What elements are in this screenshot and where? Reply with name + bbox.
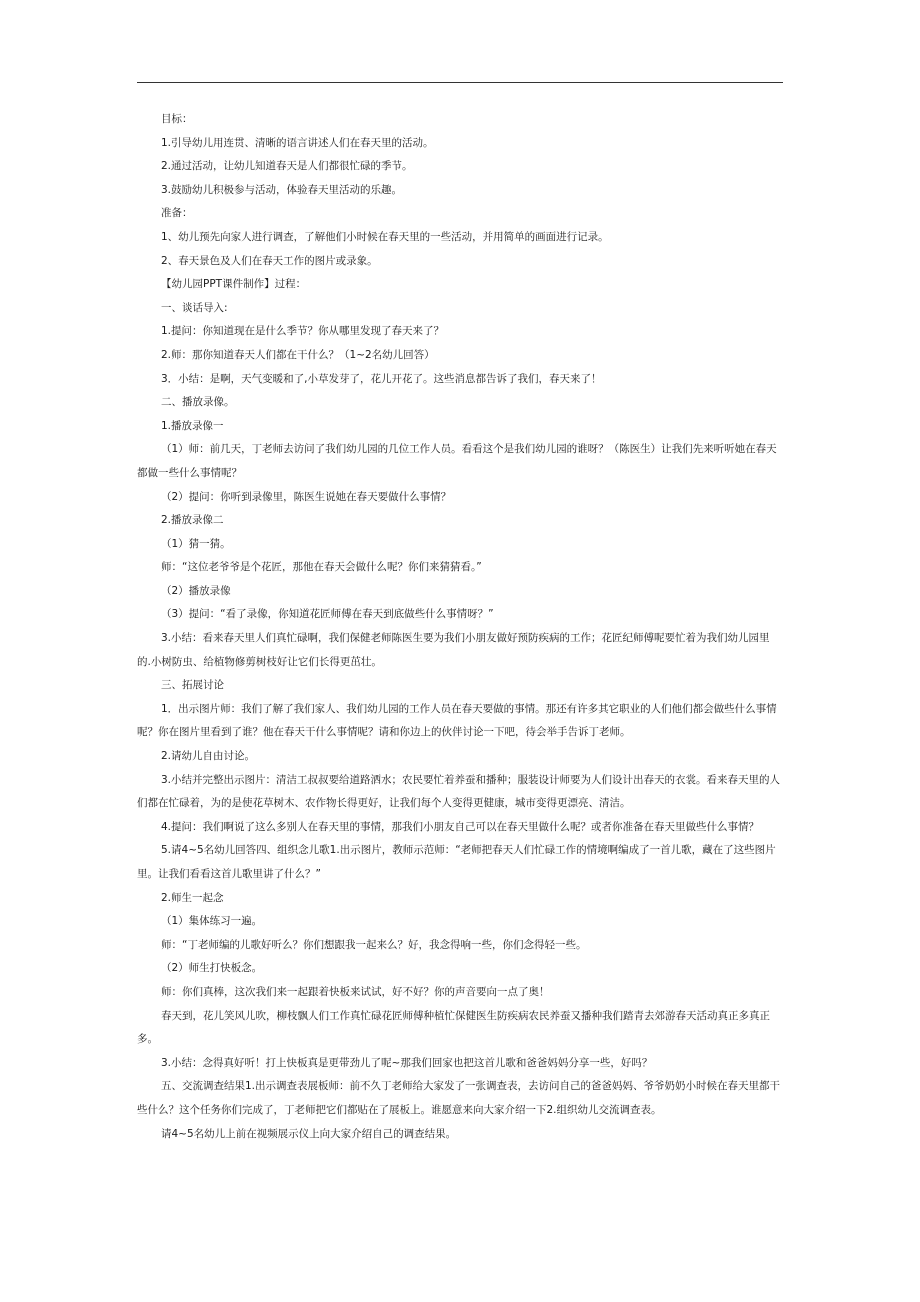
paragraph-s4-2a-t: 师：“丁老师编的儿歌好听么？你们想跟我一起来么？好，我念得响一些，你们念得轻一些。 — [161, 938, 587, 951]
paragraph-s2-2c: （3）提问：“看了录像，你知道花匠师傅在春天到底做些什么事情呀？” — [161, 608, 494, 621]
paragraph-s2-2a-t: 师：“这位老爷爷是个花匠，那他在春天会做什么呢？你们来猜猜看。” — [161, 561, 482, 574]
paragraph-prep-2: 2、春天景色及人们在春天工作的图片或录象。 — [161, 254, 378, 267]
document-body — [137, 108, 783, 1146]
paragraph-sec-1: 一、谈话导入: — [161, 301, 228, 314]
paragraph-s2-3: 3.小结：看来春天里人们真忙碌啊，我们保健老师陈医生要为我们小朋友做好预防疾病的工作；花匠纪师傅呢要忙着为我们幼儿园里的.小树防虫、给植物修剪树枝好让它们长得更茁壮。 — [137, 632, 770, 668]
paragraph-s4-2b: （2）师生打快板念。 — [161, 962, 263, 975]
paragraph-goal-1: 1.引导幼儿用连贯、清晰的语言讲述人们在春天里的活动。 — [161, 136, 434, 149]
paragraph-s3-5: 5.请4~5名幼儿回答四、组织念儿歌1.出示图片，教师示范师：“老师把春天人们忙碌工作的情境啊编成了一首儿歌，藏在了这些图片里。让我们看看这首儿歌里讲了什么？” — [137, 844, 776, 880]
paragraph-s4-2: 2.师生一起念 — [161, 891, 224, 904]
paragraph-sec-3: 三、拓展讨论 — [161, 679, 224, 692]
paragraph-s1-3: 3．小结：是啊，天气变暖和了,小草发芽了，花儿开花了。这些消息都告诉了我们，春天来了！ — [161, 372, 602, 385]
paragraph-s2-1: 1.播放录像一 — [161, 419, 224, 432]
paragraph-s4-2b-t: 师：你们真棒，这次我们来一起跟着快板来试试，好不好？你的声音要向一点了奥！ — [161, 985, 550, 998]
paragraph-s3-4: 4.提问：我们啊说了这么多别人在春天里的事情，那我们小朋友自己可以在春天里做什么呢？或者你准备在春天里做些什么事情？ — [161, 820, 760, 833]
paragraph-s2-2: 2.播放录像二 — [161, 514, 224, 527]
paragraph-rhyme: 春天到，花儿笑风儿吹，柳枝飘人们工作真忙碌花匠师傅种植忙保健医生防疾病农民养蚕又播种我们踏青去郊游春天活动真正多真正多。 — [137, 1009, 770, 1046]
paragraph-s5: 五、交流调查结果1.出示调查表展板师：前不久丁老师给大家发了一张调查表，去访问自己的爸爸妈妈、爷爷奶奶小时候在春天里都干些什么？这个任务你们完成了，丁老师把它们都贴在了展板上。谁愿意来向大家介绍一下2.组织幼儿交流调查表。 — [137, 1080, 781, 1116]
paragraph-s4-3: 3.小结：念得真好听！打上快板真是更带劲儿了呢~那我们回家也把这首儿歌和爸爸妈妈分享一些，好吗？ — [161, 1056, 653, 1069]
paragraph-s2-1a: （1）师：前几天，丁老师去访问了我们幼儿园的几位工作人员。看看这个是我们幼儿园的谁呀？（陈医生）让我们先来听听她在春天都做一些什么事情呢？ — [137, 443, 777, 479]
paragraph-s3-3: 3.小结并完整出示图片：清洁工叔叔要给道路洒水；农民要忙着养蚕和播种；服装设计师要为人们设计出春天的衣裳。看来春天里的人们都在忙碌着，为的是使花草树木、农作物长得更好，让我们每个人变得更健康，城市变得更漂亮、清洁。 — [137, 773, 781, 810]
paragraph-sec-2: 二、播放录像。 — [161, 396, 235, 409]
paragraph-goal-heading: 目标： — [161, 113, 193, 125]
paragraph-s2-2b: （2）播放录像 — [161, 584, 231, 597]
paragraph-s1-1: 1.提问：你知道现在是什么季节？你从哪里发现了春天来了？ — [161, 325, 445, 338]
paragraph-prep-heading: 准备： — [161, 207, 193, 220]
paragraph-prep-1: 1、幼儿预先向家人进行调查，了解他们小时候在春天里的一些活动，并用简单的画面进行记录。 — [161, 230, 609, 243]
paragraph-goal-3: 3.鼓励幼儿积极参与活动，体验春天里活动的乐趣。 — [161, 183, 403, 196]
paragraph-s3-1: 1．出示图片师：我们了解了我们家人、我们幼儿园的工作人员在春天要做的事情。那还有许多其它职业的人们他们都会做些什么事情呢？你在图片里看到了谁？他在春天干什么事情呢？请和你边上的伙伴讨论一下吧，待会举手告诉丁老师。 — [137, 702, 777, 739]
paragraph-s4-2a: （1）集体练习一遍。 — [161, 915, 263, 928]
header-rule — [137, 82, 783, 83]
paragraph-s5-end: 请4~5名幼儿上前在视频展示仪上向大家介绍自己的调查结果。 — [161, 1127, 457, 1140]
paragraph-s3-2: 2.请幼儿自由讨论。 — [161, 750, 256, 763]
paragraph-process-heading: 【幼儿园PPT课件制作】过程： — [161, 278, 307, 291]
paragraph-s2-2a: （1）猜一猜。 — [161, 537, 231, 550]
paragraph-s2-1b: （2）提问：你听到录像里，陈医生说她在春天要做什么事情？ — [161, 490, 452, 503]
paragraph-goal-2: 2.通过活动，让幼儿知道春天是人们都很忙碌的季节。 — [161, 160, 413, 173]
paragraph-s1-2: 2.师：那你知道春天人们都在干什么？（1~2名幼儿回答） — [161, 348, 435, 361]
